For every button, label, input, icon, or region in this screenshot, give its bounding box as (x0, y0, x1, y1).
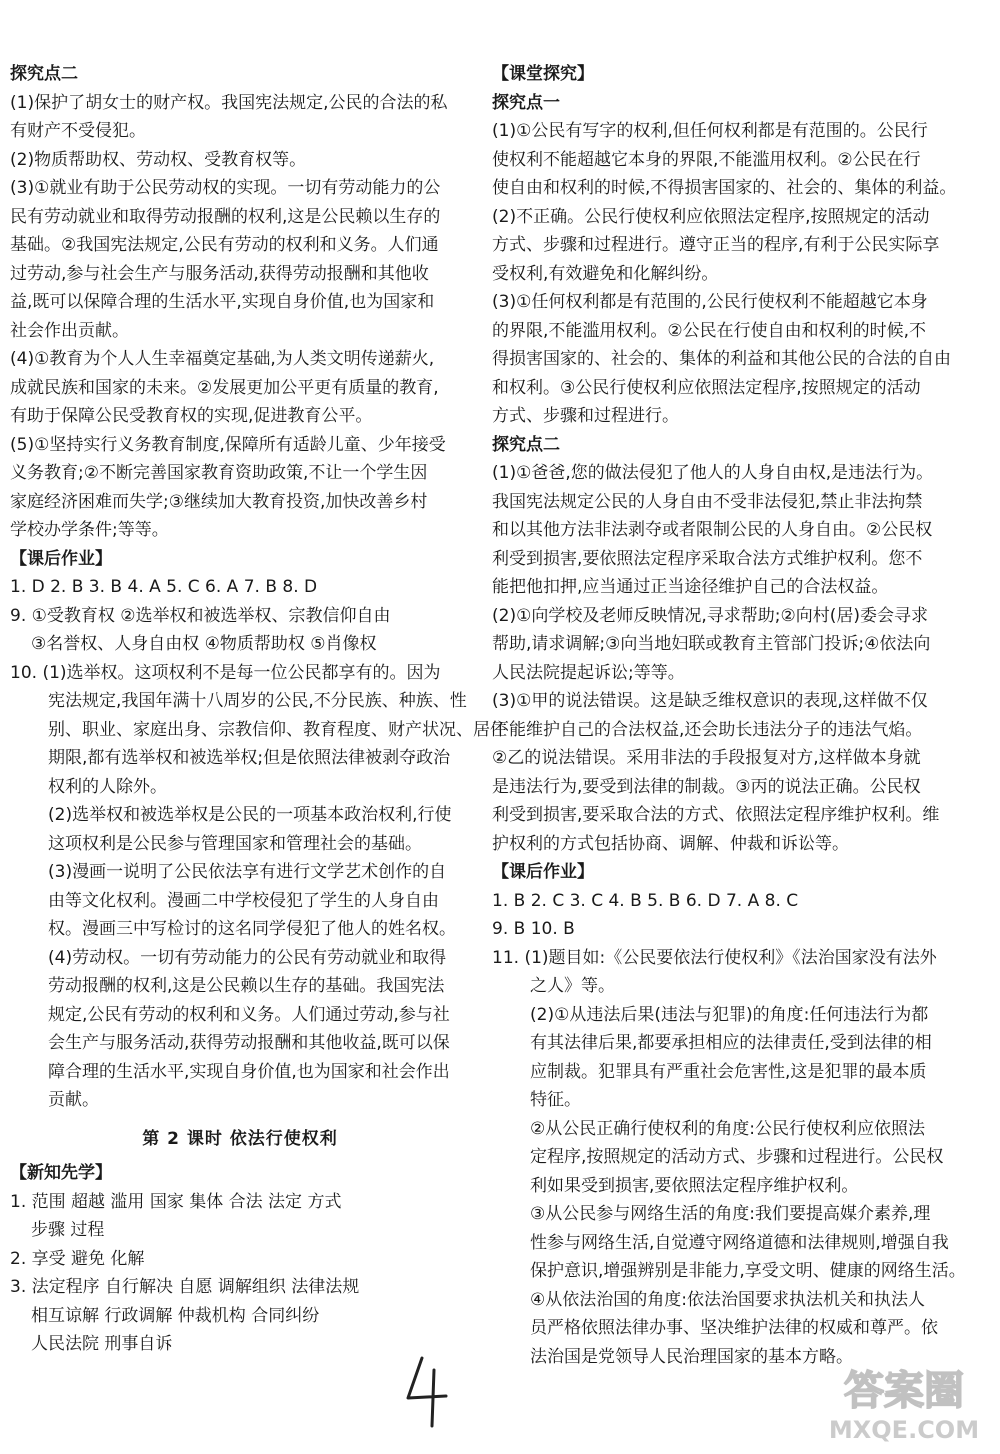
answer-a2: (2)物质帮助权、劳动权、受教育权等。 (10, 149, 307, 170)
section-heading: 探究点二 (492, 434, 560, 455)
svg-text:答案圈: 答案圈 (844, 1368, 964, 1414)
section-heading: 探究点一 (492, 92, 560, 113)
homework-heading: 【课后作业】 (492, 862, 594, 882)
answer-b2: (2)不正确。公民行使权利应依照法定程序,按照规定的活动 方式、步骤和过程进行。遵守正当的程序,有利于公民实际享 受权利,有效避免和化解纠纷。 (492, 206, 940, 284)
answer-a3: (3)①就业有助于公民劳动权的实现。一切有劳动能力的公 民有劳动就业和取得劳动报酬的权利,这是公民赖以生存的 基础。②我国宪法规定,公民有劳动的权利和义务。人们通 过劳动,参与社会生产与服务活动,获得劳动报酬和其他收 益,既可以保障合理的生活水平,实现自身价值,也为国家和 社会作出贡献。 (10, 178, 441, 341)
homework-heading: 【课后作业】 (10, 548, 112, 569)
preview-q3: 3. 法定程序 自行解决 自愿 调解组织 法律法规 相互谅解 行政调解 仲裁机构 合同纠纷 人民法院 刑事自诉 (10, 1277, 360, 1354)
answer-a4: (4)①教育为个人人生幸福奠定基础,为人类文明传递薪火, 成就民族和国家的未来。②发展更加公平更有质量的教育, 有助于保障公民受教育权的实现,促进教育公平。 (10, 349, 439, 426)
homework-q10: 10. (1)选举权。这项权利不是每一位公民都享有的。因为 宪法规定,我国年满十八周岁的公民,不分民族、种族、性 别、职业、家庭出身、宗教信仰、教育程度、财产状况、居住 期限,都有选举权和被选举权;但是依照法律被剥夺政治 权利的人除外。 (2)选举权和被选举权是公民的一项基本政治权利,行使 这项权利是公民参与管理国家和管理社会的基础。 (3)漫画一说明了公民依法享有进行文学艺术创作的自 由等文化权利。漫画二中学校侵犯了学生的人身自由 权。漫画三中写检讨的这名同学侵犯了他人的姓名权。 (4)劳动权。一切有劳动能力的公民有劳动就业和取得 劳动报酬的权利,这是公民赖以生存的基础。我国宪法 规定,公民有劳动的权利和义务。人们通过劳动,参与社 会生产与服务活动,获得劳动报酬和其他收益,既可以保 障合理的生活水平,实现自身价值,也为国家和社会作出 贡献。 (10, 662, 507, 1110)
preview-heading: 【新知先学】 (10, 1163, 112, 1183)
answer-b3: (3)①任何权利都是有范围的,公民行使权利不能超越它本身 的界限,不能滥用权利。②公民在行使自由和权利的时候,不 得损害国家的、社会的、集体的利益和其他公民的合法的自由 和权利。③公民行使权利应依照法定程序,按照规定的活动 方式、步骤和过程进行。 (492, 292, 951, 426)
answer-a5: (5)①坚持实行义务教育制度,保障所有适龄儿童、少年接受 义务教育;②不断完善国家教育资助政策,不让一个学生因 家庭经济困难而失学;③继续加大教育投资,加快改善乡村 学校办学条件;等等。 (10, 434, 446, 540)
class-heading: 【课堂探究】 (492, 64, 594, 84)
homework-choices: 1. B 2. C 3. C 4. B 5. B 6. D 7. A 8. C (492, 890, 799, 911)
section-heading: 探究点二 (10, 64, 78, 84)
svg-text:MXQE.COM: MXQE.COM (828, 1416, 980, 1444)
homework-choices: 1. D 2. B 3. B 4. A 5. C 6. A 7. B 8. D (10, 577, 318, 597)
answer-a1: (1)保护了胡女士的财产权。我国宪法规定,公民的合法的私 有财产不受侵犯。 (10, 92, 448, 141)
answer-c1: (1)①爸爸,您的做法侵犯了他人的人身自由权,是违法行为。 我国宪法规定公民的人身自由不受非法侵犯,禁止非法拘禁 和以其他方法非法剥夺或者限制公民的人身自由。②公民权 利受到损害,要依照法定程序采取合法方式维护权利。您不 能把他扣押,应当通过正当途径维护自己的合法权益。 (492, 463, 934, 597)
answer-c2: (2)①向学校及老师反映情况,寻求帮助;②向村(居)委会寻求 帮助,请求调解;③向当地妇联或教育主管部门投诉;④依法向 人民法院提起诉讼;等等。 (492, 605, 931, 683)
answer-b1: (1)①公民有写字的权利,但任何权利都是有范围的。公民行 使权利不能超越它本身的界限,不能滥用权利。②公民在行 使自由和权利的时候,不得损害国家的、社会的、集体的利益。 (492, 121, 957, 198)
homework-q9: 9. ①受教育权 ②选举权和被选举权、宗教信仰自由 ③名誉权、人身自由权 ④物质帮助权 ⑤肖像权 (10, 605, 391, 654)
preview-q1: 1. 范围 超越 滥用 国家 集体 合法 法定 方式 步骤 过程 (10, 1191, 342, 1240)
preview-q2: 2. 享受 避免 化解 (10, 1248, 145, 1269)
page-number (400, 1352, 460, 1432)
watermark-logo (814, 1358, 994, 1448)
lesson-title: 第 2 课时 依法行使权利 (142, 1128, 338, 1149)
answer-c3: (3)①甲的说法错误。这是缺乏维权意识的表现,这样做不仅 不能维护自己的合法权益,还会助长违法分子的违法气焰。 ②乙的说法错误。采用非法的手段报复对方,这样做本身就 是违法行为,要受到法律的制裁。③丙的说法正确。公民权 利受到损害,要采取合法的方式、依照法定程序维护权利。维 护权利的方式包括协商、调解、仲裁和诉讼等。 (492, 691, 940, 854)
left-column (10, 60, 507, 1359)
right-column (492, 60, 966, 1371)
homework-choices-2: 9. B 10. B (492, 919, 575, 939)
homework-q11: 11. (1)题目如:《公民要依法行使权利》《法治国家没有法外 之人》等。 (2)①从违法后果(违法与犯罪)的角度:任何违法行为都 有其法律后果,都要承担相应的法律责任,受到法律的相 应制裁。犯罪具有严重社会危害性,这是犯罪的最本质 特征。 ②从公民正确行使权利的角度:公民行使权利应依照法 定程序,按照规定的活动方式、步骤和过程进行。公民权 利如果受到损害,要依照法定程序维护权利。 ③从公民参与网络生活的角度:我们要提高媒介素养,理 性参与网络生活,自觉遵守网络道德和法律规则,增强自我 保护意识,增强辨别是非能力,享受文明、健康的网络生活。 ④从依法治国的角度:依法治国要求执法机关和执法人 员严格依照法律办事、坚决维护法律的权威和尊严。依 法治国是党领导人民治理国家的基本方略。 (492, 947, 966, 1367)
svg-text:4: 4 (400, 1352, 401, 1353)
